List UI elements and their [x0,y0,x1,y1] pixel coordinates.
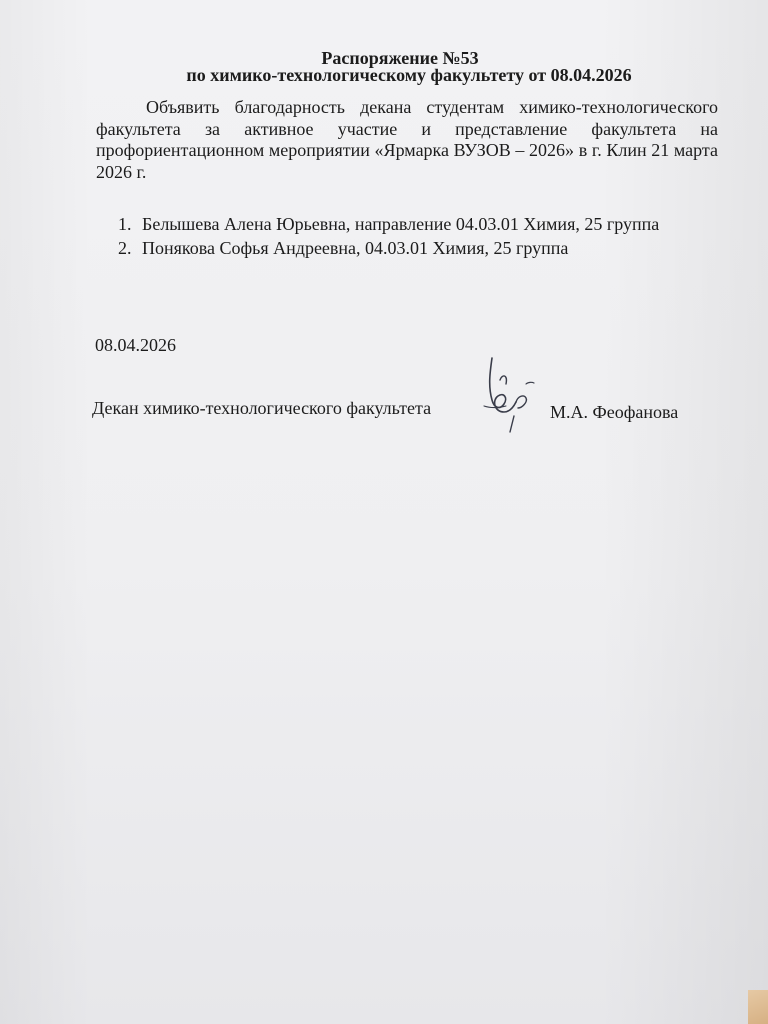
student-list [118,212,659,260]
table-surface-corner [748,990,768,1024]
document-date: 08.04.2026 [95,335,176,355]
list-item-number: 2. [118,238,132,258]
list-item [118,212,659,236]
list-item-text: Понякова Софья Андреевна, 04.03.01 Химия, 25 группа [142,238,569,258]
dean-position: Декан химико-технологического факультета [92,398,432,418]
order-subtitle: по химико-технологическому факультету от 08.04.2026 [186,65,632,85]
list-item-text: Белышева Алена Юрьевна, направление 04.03.01 Химия, 25 группа [142,214,660,234]
handwritten-signature [470,350,560,440]
order-title: Распоряжение №53 [321,48,479,68]
list-item [118,236,659,260]
order-body-text: Объявить благодарность декана студентам химико-технологического факультета за активное участие и представление факультета на профориентационном мероприятии «Ярмарка ВУЗОВ – 2026» в г. Клин 21 марта 2026 г. [96,97,718,182]
dean-name: М.А. Феофанова [550,402,679,422]
list-item-number: 1. [118,214,132,234]
